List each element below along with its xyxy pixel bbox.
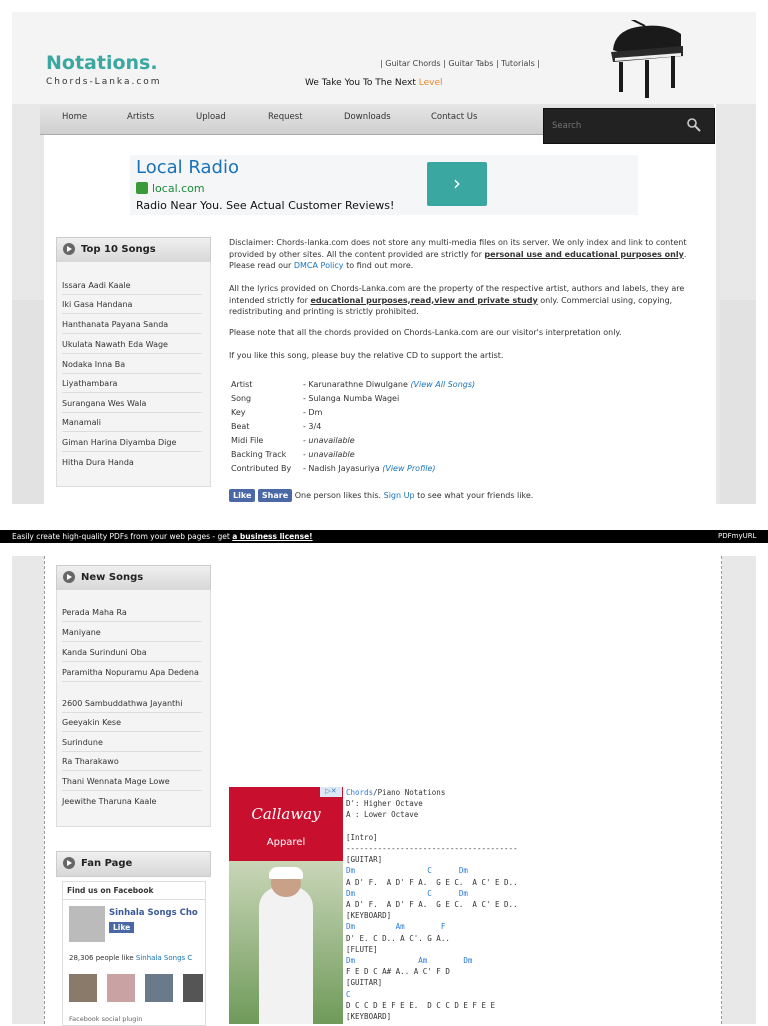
fan-page-title: Fan Page [81, 858, 133, 869]
site-logo-title[interactable]: Notations. [46, 52, 158, 74]
page-avatar[interactable] [69, 906, 105, 942]
callaway-banner [229, 787, 343, 861]
fan-avatar[interactable] [107, 974, 135, 1002]
local-icon [136, 182, 148, 194]
disclaimer-text: Disclaimer: Chords-lanka.com does not store any multi-media files on its server. We only index and link to content provided by other sites. All the content provided are strictly for [229, 238, 687, 259]
fb-page-link[interactable]: Sinhala Songs C [135, 954, 193, 962]
disclaimer-text: to find out more. [343, 261, 414, 270]
higher-octave-legend: D': Higher Octave [346, 799, 423, 809]
like-count-text: One person likes this. [292, 491, 384, 500]
fb-page-like-button[interactable]: Like [109, 922, 134, 933]
top10-item[interactable]: Giman Harina Diyamba Dige [62, 438, 202, 452]
info-key: Contributed By [231, 464, 292, 473]
info-value: - Sulanga Numba Wagei [303, 394, 400, 403]
info-key: Song [231, 394, 252, 403]
new-song-item[interactable]: Jeewithe Tharuna Kaale [62, 797, 157, 806]
pdf-banner-message: Easily create high-quality PDFs from your web pages - get [12, 532, 233, 541]
left-margin-lower [12, 300, 44, 504]
artist-value: - Karunarathne Diwulgane [303, 380, 411, 389]
business-license-link[interactable]: a business license! [232, 532, 313, 541]
find-us-label: Find us on Facebook [67, 886, 154, 895]
fb-page-name[interactable]: Sinhala Songs Cho [109, 908, 198, 918]
info-row-song [231, 394, 631, 408]
nav-contact-us[interactable]: Contact Us [431, 112, 478, 122]
fb-like-count [69, 954, 205, 962]
top10-item[interactable]: Manamali [62, 418, 202, 432]
ad-description: Radio Near You. See Actual Customer Reviews! [136, 199, 395, 212]
info-key: Midi File [231, 436, 264, 445]
grand-piano-icon [605, 20, 685, 102]
top10-title: Top 10 Songs [81, 244, 156, 255]
info-key: Beat [231, 422, 250, 431]
site-logo-subtitle: Chords-Lanka.com [46, 77, 162, 87]
lower-octave-legend: A : Lower Octave [346, 810, 419, 820]
nav-home[interactable]: Home [62, 112, 88, 122]
top10-header [56, 237, 211, 263]
nav-downloads[interactable]: Downloads [344, 112, 391, 122]
info-row-contributor [231, 464, 631, 478]
callaway-logo: Callaway [251, 805, 321, 823]
fan-avatar[interactable] [69, 974, 97, 1002]
top10-item[interactable]: Hitha Dura Handa [62, 458, 134, 467]
fb-plugin-label: Facebook social plugin [69, 1015, 143, 1023]
educational-emphasis: educational purposes,read,view and private study [310, 295, 538, 305]
ad-choices-icon[interactable]: ▷✕ [320, 787, 342, 797]
lyrics-notice-paragraph [229, 283, 714, 318]
top10-item[interactable]: Hanthanata Payana Sanda [62, 320, 202, 334]
notation-block: Chords/Piano Notations D': Higher Octave A : Lower Octave [Intro] -------------------------------------- [GUITAR] Dm C Dm A D' F. A D' F A. G E C. A C' E D.. Dm C Dm A D' F. A D' F A. G E C. A C' E D.. [KEYBOARD] Dm Am F D' E. C D.. A C'. G A.. [FLUTE] Dm Am Dm F E D C A# A.. A C' F D [GUITAR] C D C C D E F E E. D C C D E F E E [KEYBOARD] [346, 788, 518, 1022]
callaway-sub: Apparel [266, 837, 306, 848]
fan-avatar[interactable] [145, 974, 173, 1002]
personal-use-emphasis: personal use and educational purposes only [484, 249, 684, 259]
pdf-banner-text [12, 532, 313, 541]
info-key: Key [231, 408, 246, 417]
top10-item[interactable]: Iki Gasa Handana [62, 300, 202, 314]
info-value: - Dm [303, 408, 323, 417]
search-input[interactable] [550, 115, 704, 137]
tagline-highlight: Level [418, 78, 443, 88]
fan-avatar[interactable] [183, 974, 203, 1002]
ad-url[interactable]: local.com [152, 182, 205, 195]
top10-item[interactable]: Surangana Wes Wala [62, 399, 202, 413]
info-row-key [231, 408, 631, 422]
tagline [305, 78, 442, 88]
new-song-item[interactable]: Geeyakin Kese [62, 718, 202, 732]
tagline-text: We Take You To The Next [305, 78, 419, 88]
fan-page-header [56, 851, 211, 877]
lyrics-notice-text: All the lyrics provided on Chords-Lanka.com are the property of the respective artist, authors and labels, they are intended strictly for [229, 284, 685, 305]
notation-legend: /Piano Notations [373, 788, 446, 797]
nav-request[interactable]: Request [268, 112, 303, 122]
info-row-backing [231, 450, 631, 464]
dmca-policy-link[interactable]: DMCA Policy [293, 261, 344, 270]
ad-local-radio[interactable] [130, 155, 638, 215]
info-value: - unavailable [303, 450, 355, 459]
disclaimer-paragraph [229, 237, 714, 272]
sign-up-link[interactable]: Sign Up [383, 491, 415, 500]
info-row-midi [231, 436, 631, 450]
chords-legend-link[interactable]: Chords [346, 788, 374, 797]
nav-artists[interactable]: Artists [127, 112, 155, 122]
facebook-like-button[interactable]: Like [229, 489, 255, 502]
info-value [303, 380, 475, 389]
pdfmyurl-logo: PDFmyURL [718, 532, 757, 540]
view-profile-link[interactable]: (View Profile) [382, 464, 436, 473]
play-icon [63, 243, 75, 255]
ad-title[interactable]: Local Radio [136, 157, 239, 178]
facebook-like-bar [229, 489, 533, 502]
info-row-beat [231, 422, 631, 436]
contributor-value: - Nadish Jayasuriya [303, 464, 383, 473]
new-song-item[interactable]: Paramitha Nopuramu Apa Dedena [62, 668, 202, 682]
play-icon [63, 571, 75, 583]
top10-item[interactable]: Liyathambara [62, 379, 202, 393]
facebook-page-box [62, 881, 206, 1026]
new-songs-header [56, 565, 211, 591]
top10-item[interactable]: Issara Aadi Kaale [62, 281, 202, 295]
golfer-figure [259, 887, 313, 1024]
new-song-item[interactable]: Thani Wennata Mage Lowe [62, 777, 202, 791]
like-suffix-text: to see what your friends like. [414, 491, 534, 500]
new-song-item[interactable]: Kanda Surinduni Oba [62, 648, 202, 662]
view-all-songs-link[interactable]: (View All Songs) [410, 380, 476, 389]
search-icon[interactable] [686, 117, 702, 133]
pdf-banner [0, 530, 768, 543]
info-value: - 3/4 [303, 422, 322, 431]
ad-callaway[interactable] [229, 787, 343, 1024]
info-key: Backing Track [231, 450, 287, 459]
support-artist-notice: If you like this song, please buy the relative CD to support the artist. [229, 351, 504, 360]
new-song-item[interactable]: Maniyane [62, 628, 202, 642]
search-box [543, 108, 715, 144]
left-margin-page2 [12, 556, 44, 1024]
right-margin-lower [720, 300, 756, 504]
top10-item[interactable]: Ukulata Nawath Eda Wage [62, 340, 202, 354]
disclaimer-text: . Please read our [229, 249, 687, 270]
info-row-artist [231, 380, 631, 394]
new-song-item[interactable]: Ra Tharakawo [62, 757, 202, 771]
divider [63, 899, 205, 900]
new-song-item[interactable]: Perada Maha Ra [62, 608, 202, 622]
golfer-cap [269, 867, 303, 879]
ad-arrow-button[interactable]: › [427, 162, 487, 206]
top10-item[interactable]: Nodaka Inna Ba [62, 360, 202, 374]
info-value: - unavailable [303, 436, 355, 445]
facebook-share-button[interactable]: Share [258, 489, 292, 502]
lyrics-notice-text: only. Commercial using, copying, redistributing and printing is strictly prohibited. [229, 295, 673, 316]
chords-notice: Please note that all the chords provided on Chords-Lanka.com are our visitor's interpretation only. [229, 328, 622, 337]
top10-panel [56, 262, 211, 487]
header-links[interactable]: | Guitar Chords | Guitar Tabs | Tutorials | [380, 59, 540, 68]
new-songs-title: New Songs [81, 572, 144, 583]
new-song-item[interactable]: 2600 Sambuddathwa Jayanthi [62, 699, 202, 713]
new-song-item[interactable]: Surindune [62, 738, 202, 752]
play-icon [63, 857, 75, 869]
info-value [303, 464, 436, 473]
info-key: Artist [231, 380, 253, 389]
right-margin-page2 [720, 556, 756, 1024]
nav-upload[interactable]: Upload [196, 112, 226, 122]
fb-count-number: 28,306 people like [69, 954, 136, 962]
